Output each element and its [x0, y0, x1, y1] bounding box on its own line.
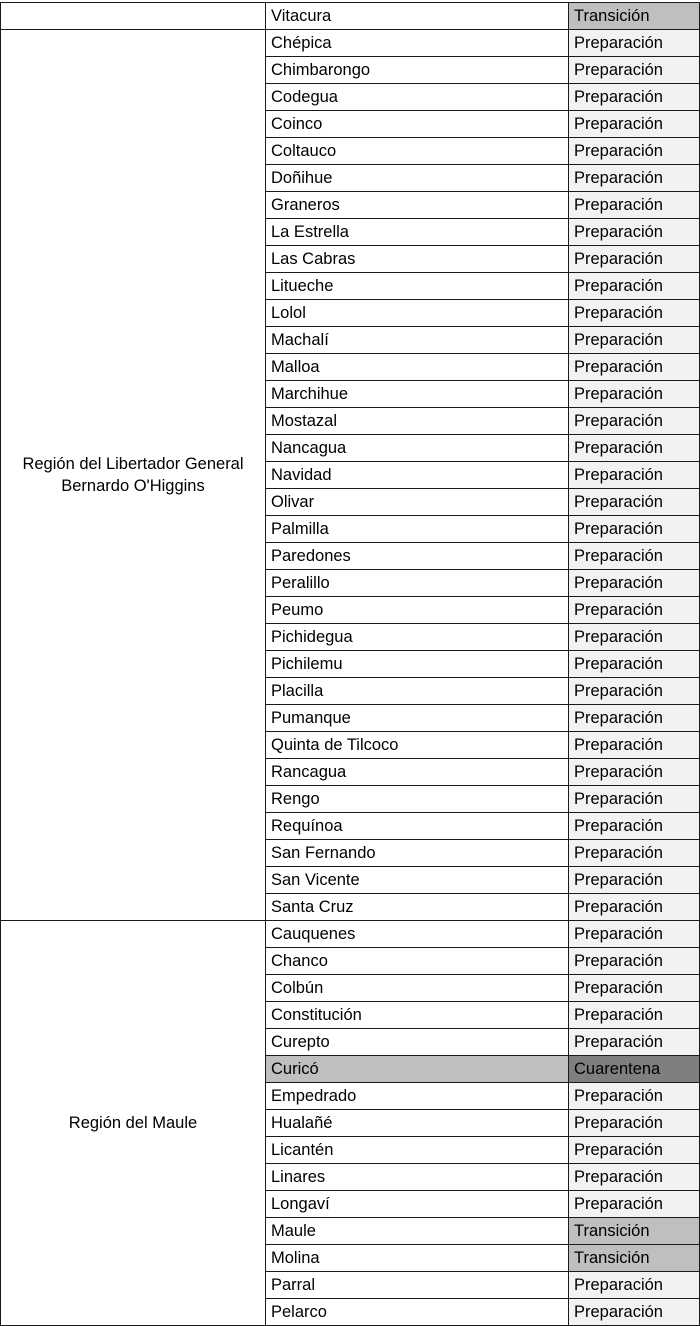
- commune-cell: Longaví: [266, 1191, 569, 1218]
- phase-cell: Preparación: [569, 489, 700, 516]
- commune-cell: Las Cabras: [266, 246, 569, 273]
- phase-cell: Preparación: [569, 1191, 700, 1218]
- phase-cell: Preparación: [569, 705, 700, 732]
- commune-cell: Rengo: [266, 786, 569, 813]
- phase-cell: Preparación: [569, 732, 700, 759]
- phase-cell: Preparación: [569, 867, 700, 894]
- phase-cell: Preparación: [569, 786, 700, 813]
- commune-cell: Marchihue: [266, 381, 569, 408]
- table-row: [1, 921, 700, 948]
- commune-cell: Olivar: [266, 489, 569, 516]
- commune-cell: Vitacura: [266, 3, 569, 30]
- commune-cell: Hualañé: [266, 1110, 569, 1137]
- commune-cell: Santa Cruz: [266, 894, 569, 921]
- phase-cell: Preparación: [569, 381, 700, 408]
- commune-cell: Malloa: [266, 354, 569, 381]
- phase-cell: Preparación: [569, 921, 700, 948]
- phase-cell: Transición: [569, 1245, 700, 1272]
- phase-cell: Preparación: [569, 1137, 700, 1164]
- commune-cell: Maule: [266, 1218, 569, 1245]
- phase-cell: Preparación: [569, 624, 700, 651]
- commune-cell: Rancagua: [266, 759, 569, 786]
- commune-cell: Graneros: [266, 192, 569, 219]
- commune-cell: Lolol: [266, 300, 569, 327]
- commune-cell: Chimbarongo: [266, 57, 569, 84]
- phase-cell: Preparación: [569, 1029, 700, 1056]
- phase-cell: Transición: [569, 3, 700, 30]
- phase-cell: Preparación: [569, 678, 700, 705]
- commune-cell: Colbún: [266, 975, 569, 1002]
- commune-cell: Constitución: [266, 1002, 569, 1029]
- commune-cell: Empedrado: [266, 1083, 569, 1110]
- phase-cell: Preparación: [569, 408, 700, 435]
- table-row: [1, 3, 700, 30]
- commune-cell: Curepto: [266, 1029, 569, 1056]
- phase-cell: Preparación: [569, 1002, 700, 1029]
- phase-cell: Preparación: [569, 165, 700, 192]
- phase-cell: Preparación: [569, 597, 700, 624]
- phase-cell: Cuarentena: [569, 1056, 700, 1083]
- phase-cell: Preparación: [569, 840, 700, 867]
- phase-cell: Preparación: [569, 111, 700, 138]
- commune-cell: Palmilla: [266, 516, 569, 543]
- phase-cell: Preparación: [569, 219, 700, 246]
- phase-cell: Preparación: [569, 300, 700, 327]
- commune-cell: Paredones: [266, 543, 569, 570]
- region-cell: [1, 3, 266, 30]
- commune-cell: Cauquenes: [266, 921, 569, 948]
- phase-cell: Preparación: [569, 1083, 700, 1110]
- commune-cell: Chépica: [266, 30, 569, 57]
- phase-cell: Preparación: [569, 651, 700, 678]
- commune-cell: Requínoa: [266, 813, 569, 840]
- phase-cell: Preparación: [569, 435, 700, 462]
- commune-phase-table: [0, 2, 700, 1326]
- phase-cell: Preparación: [569, 462, 700, 489]
- phase-cell: Preparación: [569, 975, 700, 1002]
- commune-cell: Litueche: [266, 273, 569, 300]
- phase-cell: Preparación: [569, 192, 700, 219]
- phase-cell: Preparación: [569, 1110, 700, 1137]
- region-cell: Región del Maule: [1, 921, 266, 1326]
- commune-cell: Mostazal: [266, 408, 569, 435]
- table-row: [1, 30, 700, 57]
- phase-cell: Preparación: [569, 759, 700, 786]
- commune-cell: Peumo: [266, 597, 569, 624]
- commune-cell: Chanco: [266, 948, 569, 975]
- commune-cell: Pelarco: [266, 1299, 569, 1326]
- phase-cell: Preparación: [569, 30, 700, 57]
- commune-cell: San Vicente: [266, 867, 569, 894]
- phase-cell: Preparación: [569, 246, 700, 273]
- commune-cell: Pumanque: [266, 705, 569, 732]
- commune-cell: La Estrella: [266, 219, 569, 246]
- phase-cell: Preparación: [569, 273, 700, 300]
- commune-cell: Machalí: [266, 327, 569, 354]
- commune-cell: Navidad: [266, 462, 569, 489]
- commune-cell: Pichidegua: [266, 624, 569, 651]
- phase-cell: Preparación: [569, 1164, 700, 1191]
- phase-cell: Preparación: [569, 138, 700, 165]
- commune-cell: Coltauco: [266, 138, 569, 165]
- commune-cell: Licantén: [266, 1137, 569, 1164]
- commune-cell: Quinta de Tilcoco: [266, 732, 569, 759]
- phase-cell: Preparación: [569, 813, 700, 840]
- phase-cell: Transición: [569, 1218, 700, 1245]
- commune-cell: Parral: [266, 1272, 569, 1299]
- commune-cell: Doñihue: [266, 165, 569, 192]
- phase-cell: Preparación: [569, 84, 700, 111]
- table-body: [1, 3, 700, 1326]
- commune-cell: Curicó: [266, 1056, 569, 1083]
- phase-cell: Preparación: [569, 354, 700, 381]
- phase-cell: Preparación: [569, 516, 700, 543]
- phase-cell: Preparación: [569, 543, 700, 570]
- phase-cell: Preparación: [569, 57, 700, 84]
- commune-cell: San Fernando: [266, 840, 569, 867]
- commune-cell: Molina: [266, 1245, 569, 1272]
- phase-cell: Preparación: [569, 948, 700, 975]
- region-cell: Región del Libertador General Bernardo O'Higgins: [1, 30, 266, 921]
- commune-cell: Pichilemu: [266, 651, 569, 678]
- phase-cell: Preparación: [569, 1299, 700, 1326]
- phase-cell: Preparación: [569, 1272, 700, 1299]
- phase-cell: Preparación: [569, 894, 700, 921]
- commune-cell: Linares: [266, 1164, 569, 1191]
- phase-cell: Preparación: [569, 570, 700, 597]
- commune-cell: Nancagua: [266, 435, 569, 462]
- commune-cell: Placilla: [266, 678, 569, 705]
- commune-cell: Coinco: [266, 111, 569, 138]
- phase-cell: Preparación: [569, 327, 700, 354]
- commune-cell: Peralillo: [266, 570, 569, 597]
- commune-cell: Codegua: [266, 84, 569, 111]
